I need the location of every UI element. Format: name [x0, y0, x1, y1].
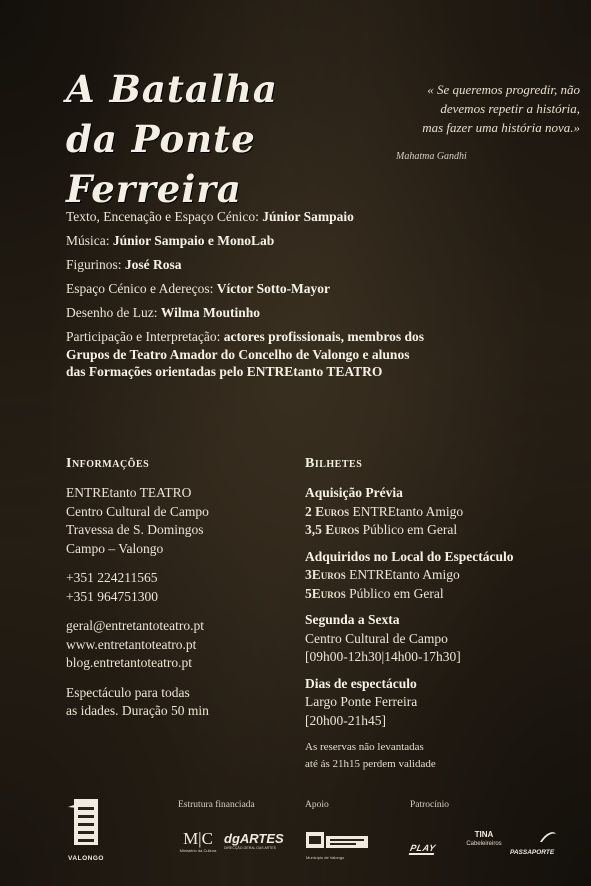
website-link[interactable]: www.entretantoteatro.pt — [66, 636, 197, 652]
tina-mark: TINA — [474, 830, 494, 839]
price-row — [305, 521, 585, 540]
price-value: 2 Euros — [305, 503, 350, 519]
address-line: Travessa de S. Domingos — [66, 522, 204, 537]
poster-title — [66, 64, 366, 214]
tina-caption: Cabeleireiros — [466, 841, 502, 847]
price-desc: Público em Geral — [359, 522, 458, 537]
audience-note: Espectáculo para todas — [66, 684, 190, 700]
show-days-heading: Dias de espectáculo — [305, 675, 417, 691]
credit-text — [66, 208, 426, 226]
entretanto-logo-icon — [66, 797, 106, 849]
credit-label: Espaço Cénico e Adereços: — [66, 281, 217, 296]
credit-value: actores profissionais, membros dos Grupos de Teatro Amador do Concelho de Valongo e alunos das Formações orientadas pelo ENTREtanto TEATRO — [66, 329, 425, 379]
price-desc: Público em Geral — [345, 585, 444, 601]
info-section — [66, 456, 286, 721]
dgartes-logo — [224, 831, 284, 860]
credit-cast — [66, 328, 426, 381]
price-row — [305, 503, 585, 522]
support-label: Apoio — [305, 800, 329, 810]
price-row — [305, 566, 585, 585]
tickets-heading: Bilhetes — [305, 456, 363, 471]
show-location: Largo Ponte Ferreira — [305, 694, 418, 709]
tickets-section — [305, 456, 585, 773]
show-hours: [20h00-21h45] — [305, 712, 386, 728]
credit-label: Texto, Encenação e Espaço Cénico: — [66, 209, 263, 224]
credit-value: Júnior Sampaio — [262, 209, 354, 224]
dgartes-caption: DIRECÇÃO-GERAL DAS ARTES — [224, 846, 276, 850]
mc-caption: Ministério da Cultura — [179, 848, 217, 853]
weekdays-location: Centro Cultural de Campo — [305, 630, 448, 646]
phone-number[interactable]: +351 964751300 — [66, 588, 158, 604]
play-sponsor-logo — [410, 838, 452, 854]
valongo-label: VALONGO — [68, 855, 104, 862]
blog-link[interactable]: blog.entretantoteatro.pt — [66, 655, 192, 670]
audience-note: as idades. Duração 50 min — [66, 703, 209, 718]
quote-line-3: mas fazer uma história nova.» — [422, 120, 580, 135]
address-line: ENTREtanto TEATRO — [66, 485, 192, 500]
tina-sponsor-logo — [460, 830, 508, 856]
address-line: Campo – Valongo — [66, 540, 164, 556]
credit-value: Júnior Sampaio e MonoLab — [112, 233, 275, 248]
title-line-1: A Batalha — [66, 67, 278, 111]
credit-value: José Rosa — [124, 257, 182, 272]
credit-lighting — [66, 304, 426, 322]
sponsor-label: Patrocínio — [410, 800, 450, 810]
price-value: 3Euros — [305, 567, 346, 582]
credit-label: Participação e Interpretação: — [66, 329, 224, 344]
gandhi-quote — [380, 80, 580, 137]
price-value: 5Euros — [305, 585, 346, 601]
passaporte-swoosh-icon — [510, 830, 558, 844]
quote-author: Mahatma Gandhi — [396, 151, 467, 162]
credit-music — [66, 232, 426, 250]
price-desc: ENTREtanto Amigo — [345, 567, 460, 582]
credit-value: Víctor Sotto-Mayor — [216, 281, 331, 296]
advance-purchase-heading: Aquisição Prévia — [305, 485, 403, 500]
credit-label: Desenho de Luz: — [66, 305, 161, 320]
phone-number[interactable]: +351 224211565 — [66, 570, 158, 585]
entretanto-valongo-logo — [66, 797, 106, 862]
municipio-valongo-logo — [306, 828, 370, 858]
mc-mark: M|C — [183, 829, 213, 848]
valongo-caption: Município de Valongo — [306, 855, 345, 860]
credits-list — [66, 208, 426, 387]
credit-value: Wilma Moutinho — [160, 305, 260, 320]
price-value: 3,5 Euros — [305, 522, 360, 537]
price-row — [305, 585, 585, 604]
valongo-crest-icon — [306, 828, 370, 850]
credit-costumes — [66, 256, 426, 274]
weekdays-hours: [09h00-12h30|14h00-17h30] — [305, 649, 461, 664]
credit-label: Música: — [66, 233, 113, 248]
passaporte-mark: PASSAPORTE — [510, 849, 555, 856]
dgartes-mark: dgARTES — [224, 831, 284, 846]
weekdays-heading: Segunda a Sexta — [305, 612, 400, 627]
local-purchase-heading: Adquiridos no Local do Espectáculo — [305, 548, 514, 564]
info-heading: Informações — [66, 456, 150, 471]
ministerio-cultura-logo — [178, 830, 218, 860]
funded-label: Estrutura financiada — [178, 800, 255, 810]
email-link[interactable]: geral@entretantoteatro.pt — [66, 618, 204, 633]
address-line: Centro Cultural de Campo — [66, 503, 209, 519]
reservation-note: As reservas não levantadas — [305, 741, 424, 753]
passaporte-sponsor-logo — [510, 830, 558, 854]
reservation-note: até ás 21h15 perdem validade — [305, 758, 436, 770]
credit-set — [66, 280, 426, 298]
title-line-2: da Ponte Ferreira — [66, 117, 256, 211]
price-desc: ENTREtanto Amigo — [349, 503, 464, 519]
quote-line-2: devemos repetir a história, — [440, 101, 580, 116]
credit-label: Figurinos: — [66, 257, 125, 272]
quote-line-1: « Se queremos progredir, não — [427, 82, 580, 97]
play-mark: PLAY — [409, 843, 437, 853]
